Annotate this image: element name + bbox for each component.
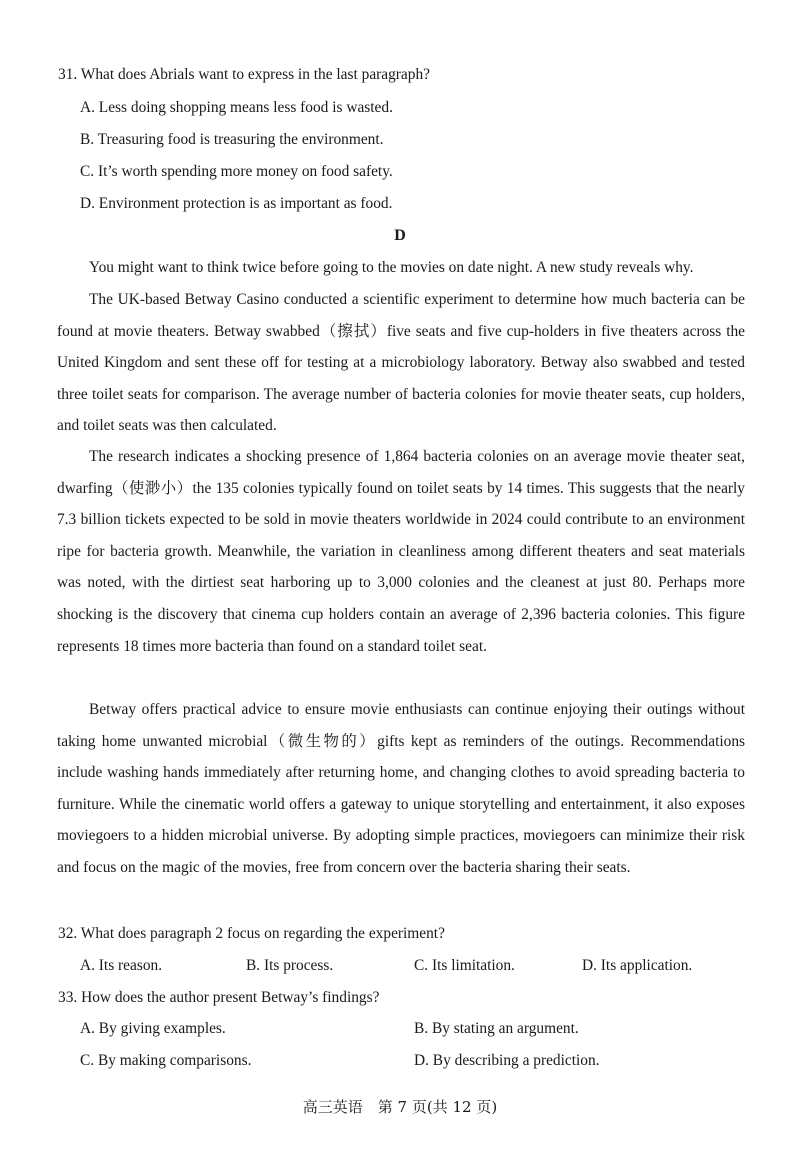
question-31-option-d: D. Environment protection is as important as food. <box>80 195 393 212</box>
question-32-option-d: D. Its application. <box>582 957 693 974</box>
passage-paragraph-2: The UK-based Betway Casino conducted a scientific experiment to determine how much bacteria can be found at movie theaters. Betway swabbed（擦拭）five seats and five cup-holders in five theaters across the United Kingdom and sent these off for testing at a microbiology laboratory. Betway also swabbed and tested three toilet seats for comparison. The average number of bacteria colonies for movie theater seats, cup holders, and toilet seats was then calculated. <box>57 291 745 435</box>
question-31-option-a: A. Less doing shopping means less food is wasted. <box>80 99 393 116</box>
question-31-option-c: C. It’s worth spending more money on food safety. <box>80 163 393 180</box>
question-33-option-d: D. By describing a prediction. <box>414 1052 600 1069</box>
question-32-option-a: A. Its reason. <box>80 957 163 974</box>
question-32-option-c: C. Its limitation. <box>414 957 515 974</box>
section-heading-d: D <box>394 227 406 244</box>
question-32-option-b: B. Its process. <box>246 957 334 974</box>
question-31-stem: 31. What does Abrials want to express in the last paragraph? <box>58 66 430 83</box>
passage-paragraph-1: You might want to think twice before going to the movies on date night. A new study reveals why. <box>89 259 694 276</box>
question-33-option-a: A. By giving examples. <box>80 1020 226 1037</box>
page-footer: 高三英语 第 7 页(共 12 页) <box>302 1098 498 1116</box>
question-33-option-c: C. By making comparisons. <box>80 1052 252 1069</box>
question-33-option-b: B. By stating an argument. <box>414 1020 579 1037</box>
passage-paragraph-3: The research indicates a shocking presence of 1,864 bacteria colonies on an average movie theater seat, dwarfing（使渺小）the 135 colonies typically found on toilet seats by 14 times. This suggests that the nearly 7.3 billion tickets expected to be sold in movie theaters worldwide in 2024 could contribute to an environment ripe for bacteria growth. Meanwhile, the variation in cleanliness among different theaters and seat materials was noted, with the dirtiest seat harboring up to 3,000 colonies and the cleanest at just 80. Perhaps more shocking is the discovery that cinema cup holders contain an average of 2,396 bacteria colonies. This figure represents 18 times more bacteria than found on a standard toilet seat. <box>57 448 745 655</box>
passage-paragraph-4: Betway offers practical advice to ensure movie enthusiasts can continue enjoying their outings without taking home unwanted microbial（微生物的）gifts kept as reminders of the outings. Recommendations include washing hands immediately after returning home, and changing clothes to avoid spreading bacteria to furniture. While the cinematic world offers a gateway to unique storytelling and entertainment, it also exposes moviegoers to a hidden microbial universe. By adopting simple practices, moviegoers can minimize their risk and focus on the magic of the movies, free from concern over the bacteria sharing their seats. <box>57 701 745 876</box>
question-33-stem: 33. How does the author present Betway’s findings? <box>58 989 380 1006</box>
question-31-option-b: B. Treasuring food is treasuring the environment. <box>80 131 384 148</box>
question-32-stem: 32. What does paragraph 2 focus on regarding the experiment? <box>58 925 445 942</box>
